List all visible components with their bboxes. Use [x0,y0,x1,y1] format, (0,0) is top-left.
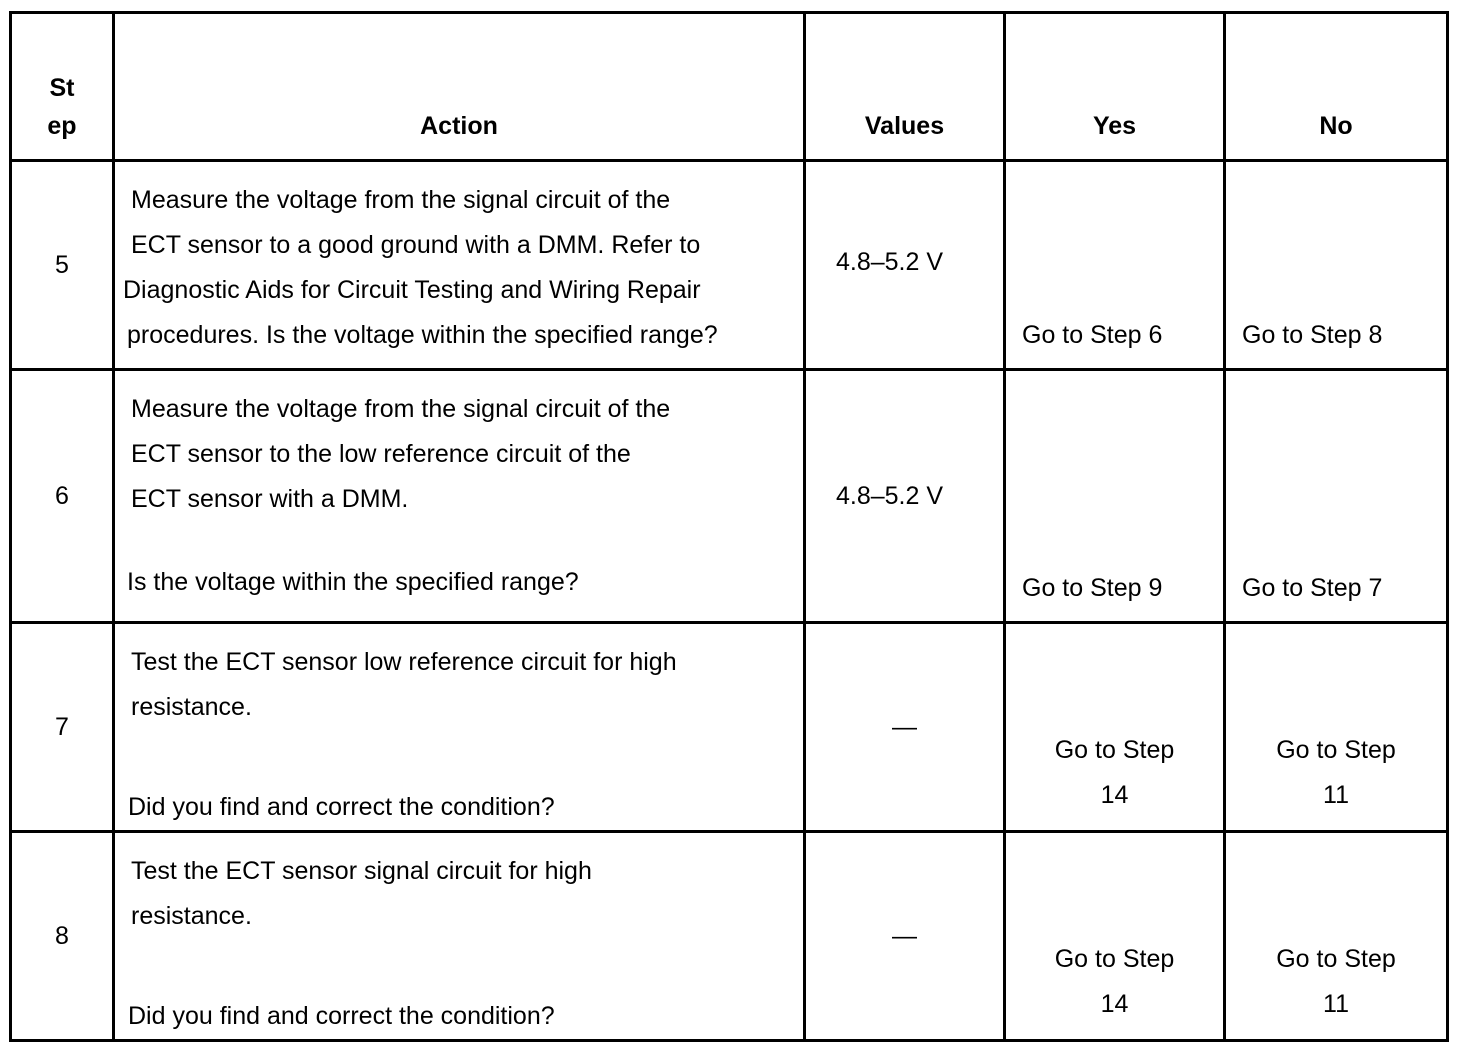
action-cell [114,161,805,370]
values-cell: 4.8–5.2 V [805,370,1005,623]
table-row-step-5 [11,161,1448,370]
no-line2: 11 [1323,781,1349,809]
yes-line2: 14 [1100,990,1129,1018]
action-line: Test the ECT sensor signal circuit for high [131,857,592,885]
action-line: ECT sensor to a good ground with a DMM. Refer to [131,231,701,259]
action-line: Diagnostic Aids for Circuit Testing and Wiring Repair [123,276,701,304]
yes-cell: Go to Step 9 [1005,370,1225,623]
action-line: Test the ECT sensor low reference circuit for high [131,648,677,676]
values-cell: — [805,623,1005,832]
action-line: resistance. [131,693,252,721]
no-line1: Go to Step [1276,945,1396,973]
action-question: Did you find and correct the condition? [128,793,555,821]
action-line: ECT sensor with a DMM. [131,485,409,513]
header-values: Values [805,13,1005,161]
no-line1: Go to Step [1276,736,1396,764]
header-step-line1: St [49,74,75,102]
step-number: 6 [11,370,114,623]
yes-cell: Go to Step 6 [1005,161,1225,370]
step-number: 7 [11,623,114,832]
header-no: No [1225,13,1448,161]
spacer [131,939,791,994]
yes-line1: Go to Step [1054,736,1175,764]
table-row-step-6 [11,370,1448,623]
values-cell: — [805,832,1005,1041]
action-line: ECT sensor to the low reference circuit of the [131,440,631,468]
step-number: 5 [11,161,114,370]
table-row-step-7 [11,623,1448,832]
header-yes: Yes [1005,13,1225,161]
header-step-line2: ep [47,112,77,140]
no-cell: Go to Step 7 [1225,370,1448,623]
action-line: resistance. [131,902,252,930]
no-cell: Go to Step 8 [1225,161,1448,370]
header-step [11,13,114,161]
yes-cell [1005,623,1225,832]
action-line: Measure the voltage from the signal circuit of the [131,395,671,423]
action-cell [114,832,805,1041]
yes-line2: 14 [1100,781,1129,809]
step-number: 8 [11,832,114,1041]
action-line: Measure the voltage from the signal circuit of the [131,186,671,214]
no-cell [1225,623,1448,832]
no-line2: 11 [1323,990,1349,1018]
yes-cell [1005,832,1225,1041]
action-question: Did you find and correct the condition? [128,1002,555,1030]
action-line: procedures. Is the voltage within the specified range? [127,321,718,349]
table-row-step-8 [11,832,1448,1041]
action-question: Is the voltage within the specified range? [127,568,579,596]
no-cell [1225,832,1448,1041]
values-cell: 4.8–5.2 V [805,161,1005,370]
spacer [131,522,791,560]
yes-line1: Go to Step [1054,945,1175,973]
action-cell [114,623,805,832]
spacer [131,730,791,785]
action-cell [114,370,805,623]
diagnostic-table [9,11,1449,1042]
header-action: Action [114,13,805,161]
header-row [11,13,1448,161]
